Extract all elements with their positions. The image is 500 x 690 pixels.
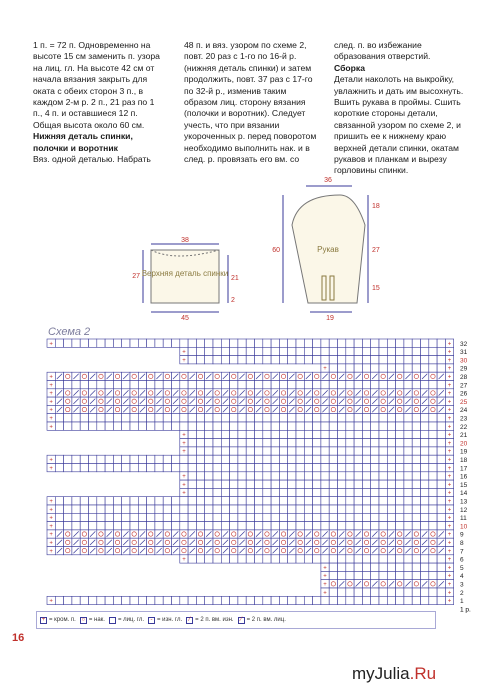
- svg-text:+: +: [182, 357, 186, 364]
- dim-r2: 27: [372, 247, 380, 254]
- svg-text:+: +: [49, 507, 53, 514]
- svg-text:+: +: [182, 440, 186, 447]
- row-number: 18: [460, 457, 468, 464]
- row-number: 13: [460, 498, 468, 506]
- svg-text:+: +: [447, 540, 452, 547]
- svg-text:+: +: [182, 490, 186, 497]
- svg-text:+: +: [447, 382, 452, 389]
- svg-text:+: +: [447, 374, 452, 381]
- svg-text:+: +: [49, 499, 53, 505]
- svg-text:+: +: [447, 357, 452, 364]
- row-number: 2: [460, 589, 464, 597]
- svg-text:+: +: [49, 382, 53, 389]
- row-number: 4: [460, 573, 464, 581]
- row-number: 3: [460, 581, 464, 589]
- svg-text:+: +: [49, 374, 53, 381]
- svg-text:+: +: [323, 565, 327, 572]
- svg-text:+: +: [49, 341, 53, 348]
- dim-left: 60: [272, 247, 280, 254]
- svg-text:+: +: [447, 598, 452, 605]
- brand-logo: myJulia.Ru: [352, 664, 437, 683]
- svg-text:+: +: [447, 482, 452, 489]
- dim-top: 36: [324, 177, 332, 184]
- row-number: 27: [460, 382, 468, 390]
- row-number: 6: [460, 556, 464, 564]
- svg-text:+: +: [182, 349, 186, 356]
- row-number: 16: [460, 473, 468, 481]
- svg-text:+: +: [447, 582, 452, 588]
- section-heading: Нижняя деталь спинки, полочки и воротник: [33, 131, 133, 153]
- svg-text:+: +: [182, 449, 186, 456]
- row-number: 29: [460, 365, 468, 373]
- svg-text:+: +: [447, 424, 452, 431]
- svg-text:+: +: [447, 391, 452, 398]
- row-number: 19: [460, 448, 468, 456]
- svg-text:+: +: [182, 482, 186, 489]
- row-number: 7: [460, 548, 464, 556]
- svg-text:+: +: [49, 523, 53, 530]
- svg-text:+: +: [323, 366, 327, 373]
- row-number: 11: [460, 515, 467, 523]
- pattern-sleeve: [272, 177, 380, 322]
- dim-right: 21: [231, 275, 239, 282]
- svg-text:+: +: [447, 557, 452, 564]
- svg-text:+: +: [49, 532, 53, 539]
- svg-text:+: +: [447, 499, 452, 505]
- pattern-label: Верхняя деталь спинки: [141, 269, 229, 278]
- svg-text:+: +: [447, 590, 452, 597]
- legend-item: = лиц. гл.: [109, 617, 144, 624]
- svg-text:+: +: [447, 474, 452, 481]
- svg-text:+: +: [447, 490, 452, 497]
- dim-bottom: 45: [181, 315, 189, 322]
- svg-text:+: +: [49, 598, 53, 605]
- svg-text:+: +: [447, 515, 452, 522]
- row-number: 9: [460, 531, 464, 539]
- legend-item: ○ = нак.: [81, 616, 105, 623]
- row-number: 32: [460, 340, 468, 348]
- svg-text:+: +: [447, 432, 452, 439]
- svg-text:+: +: [447, 507, 452, 514]
- svg-text:+: +: [49, 424, 53, 431]
- row-number: 25: [460, 398, 468, 406]
- pattern-back: [132, 237, 239, 322]
- svg-text:+: +: [49, 540, 53, 547]
- row-number: 22: [460, 423, 468, 431]
- row-number: 23: [460, 415, 468, 423]
- dim-top: 38: [181, 237, 189, 244]
- svg-text:+: +: [447, 532, 452, 539]
- paragraph: 48 п. и вяз. узором по схеме 2, повт. 20 раз с 1-го по 16-й р. (нижняя деталь спинки) и затем продолжить, повт. 37 раз с 17-го по 32-й р., изменив таким образом лиц. сторону вязания (полочки и воротник). Следует учесть, что при вязании укороченных р. перед поворотом необходимо выполнить нак. и в след. р. провязать его вм. со: [184, 40, 317, 165]
- dim-r3: 15: [372, 285, 380, 292]
- paragraph: Детали наколоть на выкройку, увлажнить и дать им высохнуть. Вшить рукава в проймы. Сшить короткие стороны детали, связанной узором по схеме 2, и пришить ее к нижнему краю верхней детали спинки, окатам рукавов и планкам и вырезу горловины спинки.: [334, 74, 464, 176]
- row-number: 17: [460, 465, 468, 473]
- page-number: 16: [12, 632, 25, 644]
- svg-text:+: +: [49, 391, 53, 398]
- svg-text:+: +: [49, 457, 53, 464]
- svg-text:+: +: [447, 523, 452, 530]
- row-number: 5: [460, 564, 464, 572]
- row-number: 10: [460, 523, 468, 531]
- chart-title: Схема 2: [48, 326, 91, 338]
- svg-text:+: +: [447, 440, 452, 447]
- legend-item: - = изн. гл.: [148, 617, 182, 624]
- paragraph: след. п. во избежание образования отверстий.: [334, 40, 431, 62]
- legend-item: + = кром. п.: [41, 616, 76, 623]
- svg-text:+: +: [182, 432, 186, 439]
- stitch-chart: [47, 339, 471, 614]
- svg-text:+: +: [447, 449, 452, 456]
- dim-left: 27: [132, 273, 140, 280]
- svg-text:+: +: [323, 582, 327, 588]
- svg-text:+: +: [447, 457, 452, 464]
- svg-text:+: +: [447, 399, 452, 406]
- svg-text:+: +: [447, 573, 452, 580]
- svg-text:+: +: [182, 474, 186, 481]
- row-number: 8: [460, 540, 464, 547]
- chart-legend: [36, 611, 436, 629]
- legend-item: ⁄ = 2 п. вм. лиц.: [238, 617, 286, 624]
- svg-text:+: +: [49, 399, 53, 406]
- svg-text:+: +: [447, 416, 452, 422]
- svg-text:+: +: [447, 465, 452, 472]
- svg-text:+: +: [447, 548, 452, 555]
- row-number: 28: [460, 374, 468, 381]
- section-heading: Сборка: [334, 62, 365, 73]
- svg-text:+: +: [447, 366, 452, 373]
- svg-text:+: +: [447, 341, 452, 348]
- pattern-label: Рукав: [317, 245, 339, 254]
- row-number: 12: [460, 506, 468, 514]
- dim-r1: 18: [372, 203, 380, 210]
- dim-bottom: 19: [326, 315, 334, 322]
- row-number: 14: [460, 490, 468, 498]
- row-number: 15: [460, 481, 468, 489]
- dim-small: 2: [231, 297, 235, 304]
- row-number: 26: [460, 390, 468, 398]
- row-number: 20: [460, 440, 468, 448]
- legend-item: ⁄ = 2 п. вм. изн.: [186, 617, 233, 624]
- paragraph: Вяз. одной деталью. Набрать: [33, 154, 151, 165]
- row-number: 1: [460, 598, 464, 606]
- svg-text:+: +: [447, 407, 452, 414]
- row-number: 30: [460, 357, 468, 365]
- row-number: 21: [460, 432, 468, 440]
- row-number: 31: [460, 349, 468, 357]
- row-number: 24: [460, 407, 468, 415]
- svg-text:+: +: [49, 416, 53, 422]
- svg-text:+: +: [447, 565, 452, 572]
- svg-text:+: +: [49, 465, 53, 472]
- first-row-label: 1 р.: [460, 606, 471, 614]
- svg-text:+: +: [323, 573, 327, 580]
- svg-text:+: +: [323, 590, 327, 597]
- svg-text:+: +: [182, 557, 186, 564]
- svg-text:+: +: [49, 515, 53, 522]
- svg-text:+: +: [49, 407, 53, 414]
- svg-text:+: +: [49, 548, 53, 555]
- paragraph: 1 п. = 72 п. Одновременно на высоте 15 см заменить п. узора на лиц. гл. На высоте 42 см от начала вязания закрыть для оката с обеих сторон 3 п., в каждом 2-м р. 2 п., 21 раз по 1 п., 4 п. и оставшиеся 12 п. Общая высота около 60 см.: [33, 40, 160, 130]
- svg-text:+: +: [447, 349, 452, 356]
